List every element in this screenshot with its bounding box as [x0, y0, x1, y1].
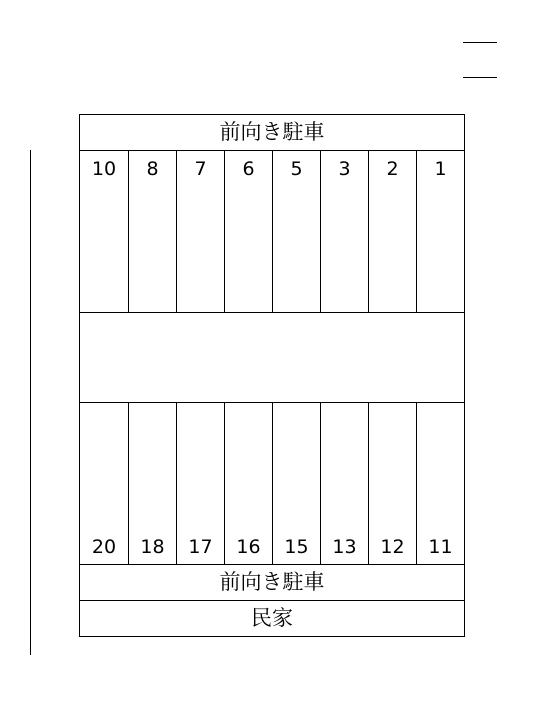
- bottom-row-bottom-edge: [80, 564, 464, 565]
- parking-stall: [176, 151, 224, 312]
- parking-stall: [368, 403, 416, 564]
- neighbor-divider: [80, 600, 464, 601]
- neighbor-house-label: 民家: [251, 606, 293, 630]
- stall-number: 15: [284, 536, 309, 558]
- parking-stall: [176, 403, 224, 564]
- parking-stall: [128, 151, 176, 312]
- stall-number: 8: [146, 158, 159, 180]
- parking-stall: [320, 151, 368, 312]
- road-boundary-line: [30, 150, 31, 655]
- stall-number: 2: [386, 158, 399, 180]
- parking-stall: [224, 151, 272, 312]
- parking-stall: [128, 403, 176, 564]
- top-parking-label: 前向き駐車: [219, 120, 325, 144]
- parking-stall: [416, 151, 464, 312]
- top-stall-row: [80, 151, 464, 312]
- bottom-stall-row: [80, 403, 464, 564]
- stall-number: 6: [242, 158, 255, 180]
- stall-number: 16: [236, 536, 261, 558]
- stall-number: 7: [194, 158, 207, 180]
- stall-number: 5: [290, 158, 303, 180]
- parking-stall: [80, 403, 128, 564]
- stall-number: 20: [91, 536, 117, 558]
- stall-number: 17: [188, 536, 213, 558]
- stall-number: 12: [380, 536, 405, 558]
- legend-line-2: [463, 77, 497, 78]
- bottom-parking-label: 前向き駐車: [219, 570, 325, 594]
- parking-stall: [224, 403, 272, 564]
- parking-stall: [320, 403, 368, 564]
- stall-number: 10: [91, 158, 117, 180]
- parking-stall: [272, 403, 320, 564]
- parking-stall: [368, 151, 416, 312]
- legend-line-1: [463, 42, 497, 43]
- parking-stall: [272, 151, 320, 312]
- stall-number: 11: [428, 536, 453, 558]
- parking-stall: [416, 403, 464, 564]
- stall-number: 3: [338, 158, 351, 180]
- stall-number: 18: [140, 536, 165, 558]
- stall-number: 1: [434, 158, 447, 180]
- parking-stall: [80, 151, 128, 312]
- stall-number: 13: [332, 536, 357, 558]
- top-row-bottom-edge: [80, 312, 464, 313]
